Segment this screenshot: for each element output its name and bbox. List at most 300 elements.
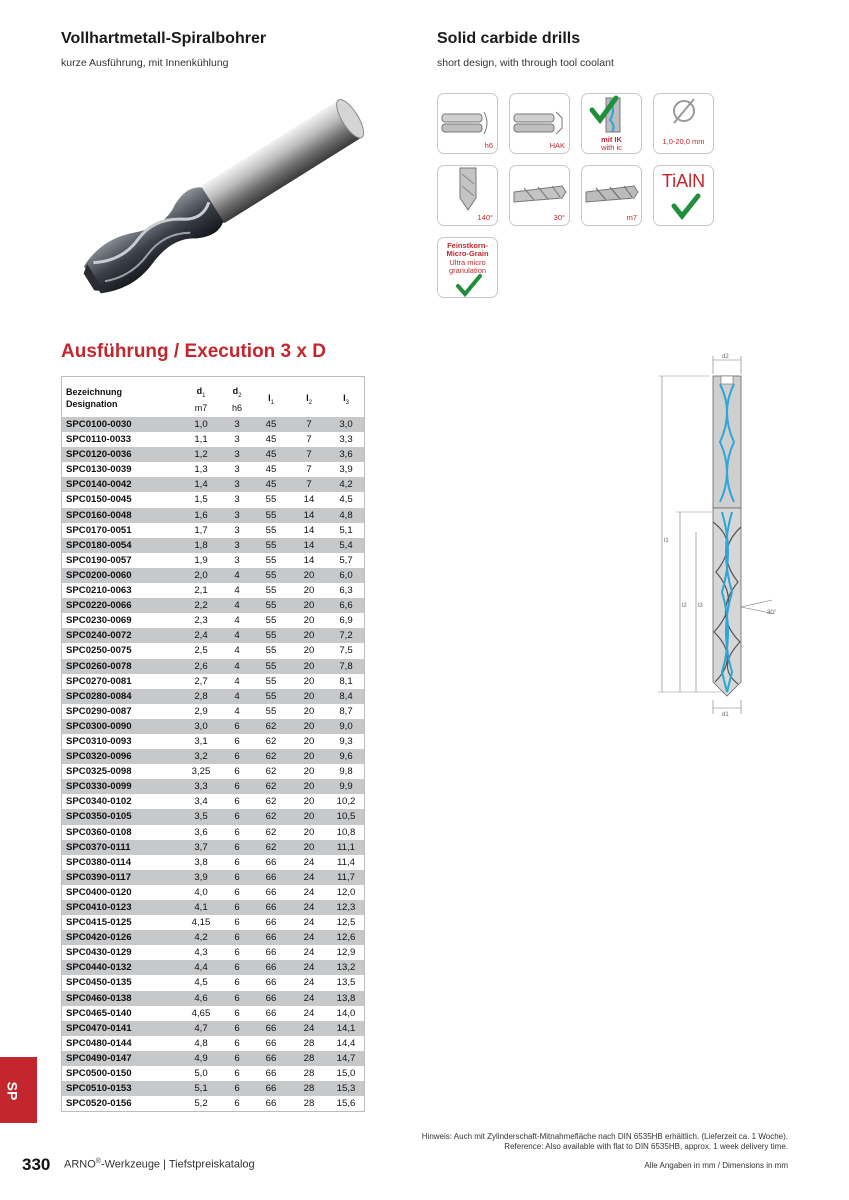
cell-l1: 62	[265, 766, 277, 778]
cell-designation: SPC0110-0033	[66, 434, 132, 446]
grain-line2: Micro-Grain	[446, 249, 489, 258]
cell-l1: 66	[265, 856, 277, 868]
table-row	[62, 825, 364, 840]
cell-designation: SPC0380-0114	[66, 856, 132, 868]
cell-l2: 7	[306, 449, 312, 461]
table-row	[62, 568, 364, 583]
cell-designation: SPC0260-0078	[66, 660, 132, 672]
cell-designation: SPC0410-0123	[66, 902, 132, 913]
cell-l2: 7	[306, 464, 312, 476]
cell-l1: 45	[265, 449, 277, 461]
cell-d1: 1,3	[194, 464, 208, 476]
point-angle-140-icon	[437, 165, 498, 226]
cell-l2: 20	[303, 675, 315, 687]
cell-l3: 11,7	[337, 871, 355, 883]
cell-l1: 62	[265, 735, 277, 747]
brand-reg-mark: ®	[95, 1158, 101, 1165]
header-l2-symbol: l	[306, 393, 309, 403]
cell-d1: 3,1	[194, 735, 208, 747]
cell-designation: SPC0325-0098	[66, 766, 132, 778]
table-row	[62, 492, 364, 507]
table-row	[62, 659, 364, 674]
cell-designation: SPC0480-0144	[66, 1037, 132, 1049]
cell-designation: SPC0120-0036	[66, 449, 132, 461]
cell-l3: 4,5	[339, 494, 353, 506]
cell-l1: 55	[265, 645, 277, 657]
cell-l2: 14	[303, 539, 315, 551]
table-row	[62, 1051, 364, 1066]
cell-l3: 14,1	[336, 1022, 356, 1034]
cell-l3: 9,6	[339, 751, 353, 763]
cell-l2: 20	[303, 660, 315, 672]
cell-l1: 62	[265, 811, 277, 823]
cell-l1: 55	[265, 524, 277, 536]
angle30-caption: 30°	[553, 213, 565, 222]
header-l1-sub: 1	[270, 399, 274, 406]
table-row	[62, 432, 364, 447]
cell-l3: 15,0	[336, 1068, 356, 1080]
cell-d2: 6	[234, 932, 240, 944]
cell-d2: 6	[234, 796, 240, 808]
cell-designation: SPC0340-0102	[66, 796, 132, 808]
table-row	[62, 840, 364, 855]
page-subtitle-de: kurze Ausführung, mit Innenkühlung	[61, 57, 229, 69]
table-header	[62, 376, 364, 417]
cell-d1: 5,1	[194, 1083, 208, 1095]
cell-l1: 66	[265, 886, 277, 898]
table-row	[62, 447, 364, 462]
cell-l2: 28	[303, 1083, 315, 1095]
cell-l1: 55	[265, 615, 277, 627]
cell-l2: 24	[303, 947, 315, 959]
cell-l3: 6,3	[339, 585, 353, 597]
cell-l1: 66	[265, 1068, 277, 1080]
cell-designation: SPC0250-0075	[66, 645, 132, 657]
cell-l2: 24	[303, 856, 315, 868]
cell-l3: 12,6	[336, 932, 356, 944]
cell-l2: 20	[303, 766, 315, 778]
cell-l3: 10,8	[336, 826, 356, 838]
cell-l1: 55	[265, 600, 277, 612]
cell-l1: 66	[265, 992, 277, 1004]
cell-l2: 20	[303, 690, 315, 702]
cell-designation: SPC0370-0111	[66, 841, 131, 853]
angle140-caption: 140°	[477, 213, 493, 222]
cell-designation: SPC0360-0108	[66, 826, 132, 838]
table-row	[62, 1096, 364, 1111]
cell-l2: 20	[303, 630, 315, 642]
table-row	[62, 809, 364, 824]
cell-l1: 66	[265, 947, 277, 959]
cell-d1: 3,7	[194, 841, 208, 853]
cell-l2: 24	[303, 962, 315, 974]
cell-l1: 55	[265, 705, 277, 717]
drill-product-image	[58, 95, 398, 295]
cell-designation: SPC0280-0084	[66, 690, 132, 702]
product-table	[61, 376, 365, 1112]
cell-designation: SPC0420-0126	[66, 932, 132, 944]
cell-l2: 7	[306, 479, 312, 491]
header-designation	[66, 386, 122, 410]
cell-l2: 24	[303, 1007, 315, 1019]
page-number: 330	[22, 1155, 51, 1174]
cell-designation: SPC0220-0066	[66, 600, 132, 612]
cell-d1: 3,4	[194, 796, 208, 808]
cell-d1: 3,8	[194, 856, 208, 868]
cell-l3: 12,9	[336, 947, 356, 959]
cell-d1: 4,8	[194, 1037, 208, 1049]
cell-l3: 7,5	[339, 645, 353, 657]
cell-d1: 2,3	[194, 615, 208, 627]
cell-l1: 66	[265, 871, 277, 883]
header-l3-symbol: l	[343, 393, 346, 403]
cell-designation: SPC0300-0090	[66, 720, 132, 732]
header-d2-symbol: d	[232, 386, 239, 396]
cell-d1: 1,0	[194, 419, 208, 430]
cell-designation: SPC0290-0087	[66, 705, 132, 717]
cell-d2: 6	[234, 1007, 240, 1019]
cell-l1: 55	[265, 539, 277, 551]
table-row	[62, 991, 364, 1006]
cell-l3: 5,1	[339, 524, 353, 536]
header-l1	[255, 392, 287, 409]
cell-l3: 6,9	[339, 615, 353, 627]
table-row	[62, 975, 364, 990]
cell-l3: 6,0	[339, 569, 353, 581]
cell-l2: 24	[303, 917, 315, 929]
cell-l3: 14,0	[336, 1007, 356, 1019]
table-row	[62, 689, 364, 704]
cell-d1: 3,6	[194, 826, 208, 838]
cell-l1: 62	[265, 720, 277, 732]
cell-d1: 4,2	[194, 932, 208, 944]
cell-d1: 4,15	[191, 917, 211, 929]
table-row	[62, 960, 364, 975]
header-d1-tol: m7	[194, 402, 208, 413]
cell-l2: 24	[303, 1022, 315, 1034]
helix-angle-30-icon	[509, 165, 570, 226]
cell-designation: SPC0140-0042	[66, 479, 132, 491]
cell-l2: 20	[303, 585, 315, 597]
cell-d1: 4,6	[194, 992, 208, 1004]
cell-designation: SPC0350-0105	[66, 811, 132, 823]
cell-l2: 24	[303, 992, 315, 1004]
cell-d2: 4	[234, 675, 240, 687]
ik-caption-de: mit IK	[601, 135, 622, 144]
cell-d2: 4	[234, 630, 240, 642]
cell-l3: 8,4	[339, 690, 353, 702]
cell-l3: 3,3	[339, 434, 353, 446]
table-row	[62, 477, 364, 492]
cell-l3: 9,8	[339, 766, 353, 778]
cell-l1: 55	[265, 630, 277, 642]
cell-l3: 4,8	[339, 509, 353, 521]
header-l2-sub: 2	[308, 399, 312, 406]
cell-d2: 6	[234, 886, 240, 898]
header-d1	[181, 385, 221, 414]
cell-d2: 6	[234, 751, 240, 763]
cell-l1: 45	[265, 479, 277, 491]
cell-d2: 6	[234, 902, 240, 913]
cell-l2: 28	[303, 1037, 315, 1049]
cell-l1: 66	[265, 1052, 277, 1064]
cell-d1: 2,1	[194, 585, 208, 597]
cell-l2: 24	[303, 871, 315, 883]
page-subtitle-en: short design, with through tool coolant	[437, 57, 614, 69]
cell-l3: 12,0	[336, 886, 356, 898]
diameter-range-icon	[653, 93, 714, 154]
cell-l1: 66	[265, 1007, 277, 1019]
cell-d1: 2,0	[194, 569, 208, 581]
cell-designation: SPC0270-0081	[66, 675, 132, 687]
cell-d1: 4,7	[194, 1022, 208, 1034]
cell-l1: 55	[265, 585, 277, 597]
cell-designation: SPC0200-0060	[66, 569, 132, 581]
cell-designation: SPC0160-0048	[66, 509, 132, 521]
table-row	[62, 930, 364, 945]
cell-l2: 20	[303, 841, 315, 853]
tialn-label: TiAlN	[661, 171, 706, 191]
cell-l2: 20	[303, 705, 315, 717]
cell-d1: 1,1	[194, 434, 208, 446]
table-row	[62, 1066, 364, 1081]
cell-d2: 6	[234, 1037, 240, 1049]
cell-l2: 7	[306, 434, 312, 446]
cell-d1: 1,2	[194, 449, 208, 461]
cell-d2: 3	[234, 449, 240, 461]
footer-note-de: Hinweis: Auch mit Zylinderschaft-Mitnahmefläche nach DIN 6535HB erhältlich. (Lieferzeit ca. 1 Woche).	[421, 1132, 788, 1141]
cell-l3: 4,2	[339, 479, 353, 491]
cell-l2: 28	[303, 1052, 315, 1064]
cell-l3: 11,4	[337, 856, 355, 868]
cell-designation: SPC0450-0135	[66, 977, 132, 989]
cell-d2: 4	[234, 600, 240, 612]
cell-l2: 20	[303, 781, 315, 793]
cell-d2: 6	[234, 781, 240, 793]
cell-l2: 14	[303, 509, 315, 521]
cell-l3: 13,5	[336, 977, 356, 989]
cell-d2: 6	[234, 841, 240, 853]
cell-d1: 3,2	[194, 751, 208, 763]
side-tab-label: SP	[4, 1081, 21, 1101]
cell-l3: 10,5	[336, 811, 356, 823]
cell-l2: 20	[303, 796, 315, 808]
cell-l1: 62	[265, 751, 277, 763]
cell-l2: 14	[303, 554, 315, 566]
table-row	[62, 628, 364, 643]
table-row	[62, 417, 364, 432]
cell-d1: 2,8	[194, 690, 208, 702]
cell-d2: 4	[234, 569, 240, 581]
cell-l2: 24	[303, 932, 315, 944]
header-d1-symbol: d	[196, 386, 203, 396]
cell-designation: SPC0465-0140	[66, 1007, 132, 1019]
cell-l2: 20	[303, 751, 315, 763]
cell-l2: 20	[303, 826, 315, 838]
cell-l3: 5,7	[339, 554, 353, 566]
cell-d1: 3,0	[194, 720, 208, 732]
cell-designation: SPC0230-0069	[66, 615, 132, 627]
brand-name: ARNO	[64, 1158, 96, 1171]
table-row	[62, 1021, 364, 1036]
header-l3	[328, 392, 364, 409]
table-row	[62, 1006, 364, 1021]
diagram-l2-label: l2	[682, 603, 687, 609]
grain-line4: granulation	[448, 266, 487, 275]
header-l2	[293, 392, 325, 409]
section-title: Ausführung / Execution 3 x D	[61, 341, 326, 362]
cell-l3: 13,8	[336, 992, 356, 1004]
cell-l3: 11,1	[337, 841, 355, 853]
cell-l2: 14	[303, 524, 315, 536]
cell-d2: 6	[234, 992, 240, 1004]
section-side-tab	[0, 1057, 37, 1123]
cell-designation: SPC0510-0153	[66, 1083, 132, 1095]
header-d2-tol: h6	[231, 402, 242, 413]
header-designation-en: Designation	[66, 399, 118, 409]
range-caption: 1,0-20,0 mm	[662, 137, 705, 146]
cell-d2: 4	[234, 585, 240, 597]
cell-designation: SPC0400-0120	[66, 886, 132, 898]
table-row	[62, 1036, 364, 1051]
cell-d2: 4	[234, 690, 240, 702]
cell-l2: 14	[303, 494, 315, 506]
cell-designation: SPC0520-0156	[66, 1098, 132, 1110]
cell-d2: 6	[234, 1068, 240, 1080]
cell-l3: 7,8	[339, 660, 353, 672]
cell-d1: 1,4	[194, 479, 208, 491]
cell-designation: SPC0130-0039	[66, 464, 132, 476]
cell-designation: SPC0240-0072	[66, 630, 132, 642]
cell-d1: 4,4	[194, 962, 208, 974]
cell-l1: 66	[265, 902, 277, 913]
cell-d1: 1,5	[194, 494, 208, 506]
cell-l3: 3,9	[339, 464, 353, 476]
cell-l3: 15,3	[336, 1083, 356, 1095]
cell-l3: 8,1	[339, 675, 353, 687]
cell-d1: 4,9	[194, 1052, 208, 1064]
cell-d1: 5,2	[194, 1098, 208, 1110]
cell-d2: 6	[234, 871, 240, 883]
grain-line3: Ultra micro	[449, 258, 486, 267]
header-l1-symbol: l	[268, 393, 271, 403]
cell-l1: 55	[265, 675, 277, 687]
cell-l1: 62	[265, 841, 277, 853]
cell-l3: 7,2	[339, 630, 353, 642]
table-body	[62, 417, 364, 1111]
cell-d1: 1,8	[194, 539, 208, 551]
cell-designation: SPC0415-0125	[66, 917, 132, 929]
footer-note-en: Reference: Also available with flat to DIN 6535HB, approx. 1 week delivery time.	[504, 1142, 788, 1151]
table-row	[62, 583, 364, 598]
cell-d2: 3	[234, 539, 240, 551]
table-row	[62, 734, 364, 749]
cell-designation: SPC0100-0030	[66, 419, 132, 430]
cell-l2: 20	[303, 720, 315, 732]
hak-caption: HAK	[549, 141, 565, 150]
cell-l3: 15,6	[336, 1098, 356, 1110]
cell-l3: 10,2	[336, 796, 356, 808]
cell-d2: 6	[234, 766, 240, 778]
table-row	[62, 598, 364, 613]
cell-d1: 3,9	[194, 871, 208, 883]
footer-note	[422, 1132, 788, 1152]
table-row	[62, 462, 364, 477]
cell-l2: 20	[303, 569, 315, 581]
cell-l3: 14,4	[336, 1037, 356, 1049]
cell-l2: 7	[306, 419, 312, 430]
cell-d2: 3	[234, 524, 240, 536]
cell-l3: 3,6	[339, 449, 353, 461]
cell-l1: 55	[265, 660, 277, 672]
cell-d2: 6	[234, 1083, 240, 1095]
cell-l1: 62	[265, 781, 277, 793]
table-row	[62, 719, 364, 734]
cell-d1: 2,7	[194, 675, 208, 687]
cell-l1: 66	[265, 1037, 277, 1049]
internal-coolant-icon	[581, 93, 642, 154]
cell-designation: SPC0170-0051	[66, 524, 132, 536]
cell-l3: 3,0	[339, 419, 353, 430]
cell-d1: 4,3	[194, 947, 208, 959]
cell-l2: 28	[303, 1098, 315, 1110]
cell-d2: 6	[234, 1052, 240, 1064]
table-row	[62, 779, 364, 794]
cell-d2: 3	[234, 494, 240, 506]
m7-caption: m7	[626, 213, 637, 222]
table-row	[62, 915, 364, 930]
header-d2	[221, 385, 253, 414]
cell-l1: 45	[265, 464, 277, 476]
grain-line1: Feinstkorn-	[447, 241, 488, 250]
table-row	[62, 870, 364, 885]
cell-d1: 3,5	[194, 811, 208, 823]
cell-l3: 9,9	[339, 781, 353, 793]
table-row	[62, 523, 364, 538]
cell-d2: 6	[234, 962, 240, 974]
cell-d1: 1,6	[194, 509, 208, 521]
cell-d2: 6	[234, 735, 240, 747]
cell-d1: 3,25	[191, 766, 211, 778]
cell-l3: 12,5	[336, 917, 356, 929]
diagram-d1-label: d1	[722, 712, 729, 718]
diagram-angle-label: 30°	[767, 610, 777, 616]
cell-l1: 66	[265, 1022, 277, 1034]
table-row	[62, 553, 364, 568]
tolerance-m7-icon	[581, 165, 642, 226]
cell-l3: 12,3	[336, 902, 356, 913]
cell-l1: 55	[265, 690, 277, 702]
diagram-l1-label: l1	[664, 538, 669, 544]
table-row	[62, 1081, 364, 1096]
table-row	[62, 794, 364, 809]
cell-d1: 1,7	[194, 524, 208, 536]
cell-designation: SPC0430-0129	[66, 947, 132, 959]
header-designation-de: Bezeichnung	[66, 387, 123, 397]
cell-l3: 6,6	[339, 600, 353, 612]
cell-d2: 6	[234, 826, 240, 838]
cell-l2: 24	[303, 886, 315, 898]
table-row	[62, 945, 364, 960]
catalog-label	[64, 1158, 255, 1171]
shank-hak-icon	[509, 93, 570, 154]
table-row	[62, 749, 364, 764]
cell-d2: 3	[234, 434, 240, 446]
cell-d2: 4	[234, 645, 240, 657]
cell-designation: SPC0330-0099	[66, 781, 132, 793]
table-row	[62, 508, 364, 523]
cell-d1: 4,1	[194, 902, 208, 913]
